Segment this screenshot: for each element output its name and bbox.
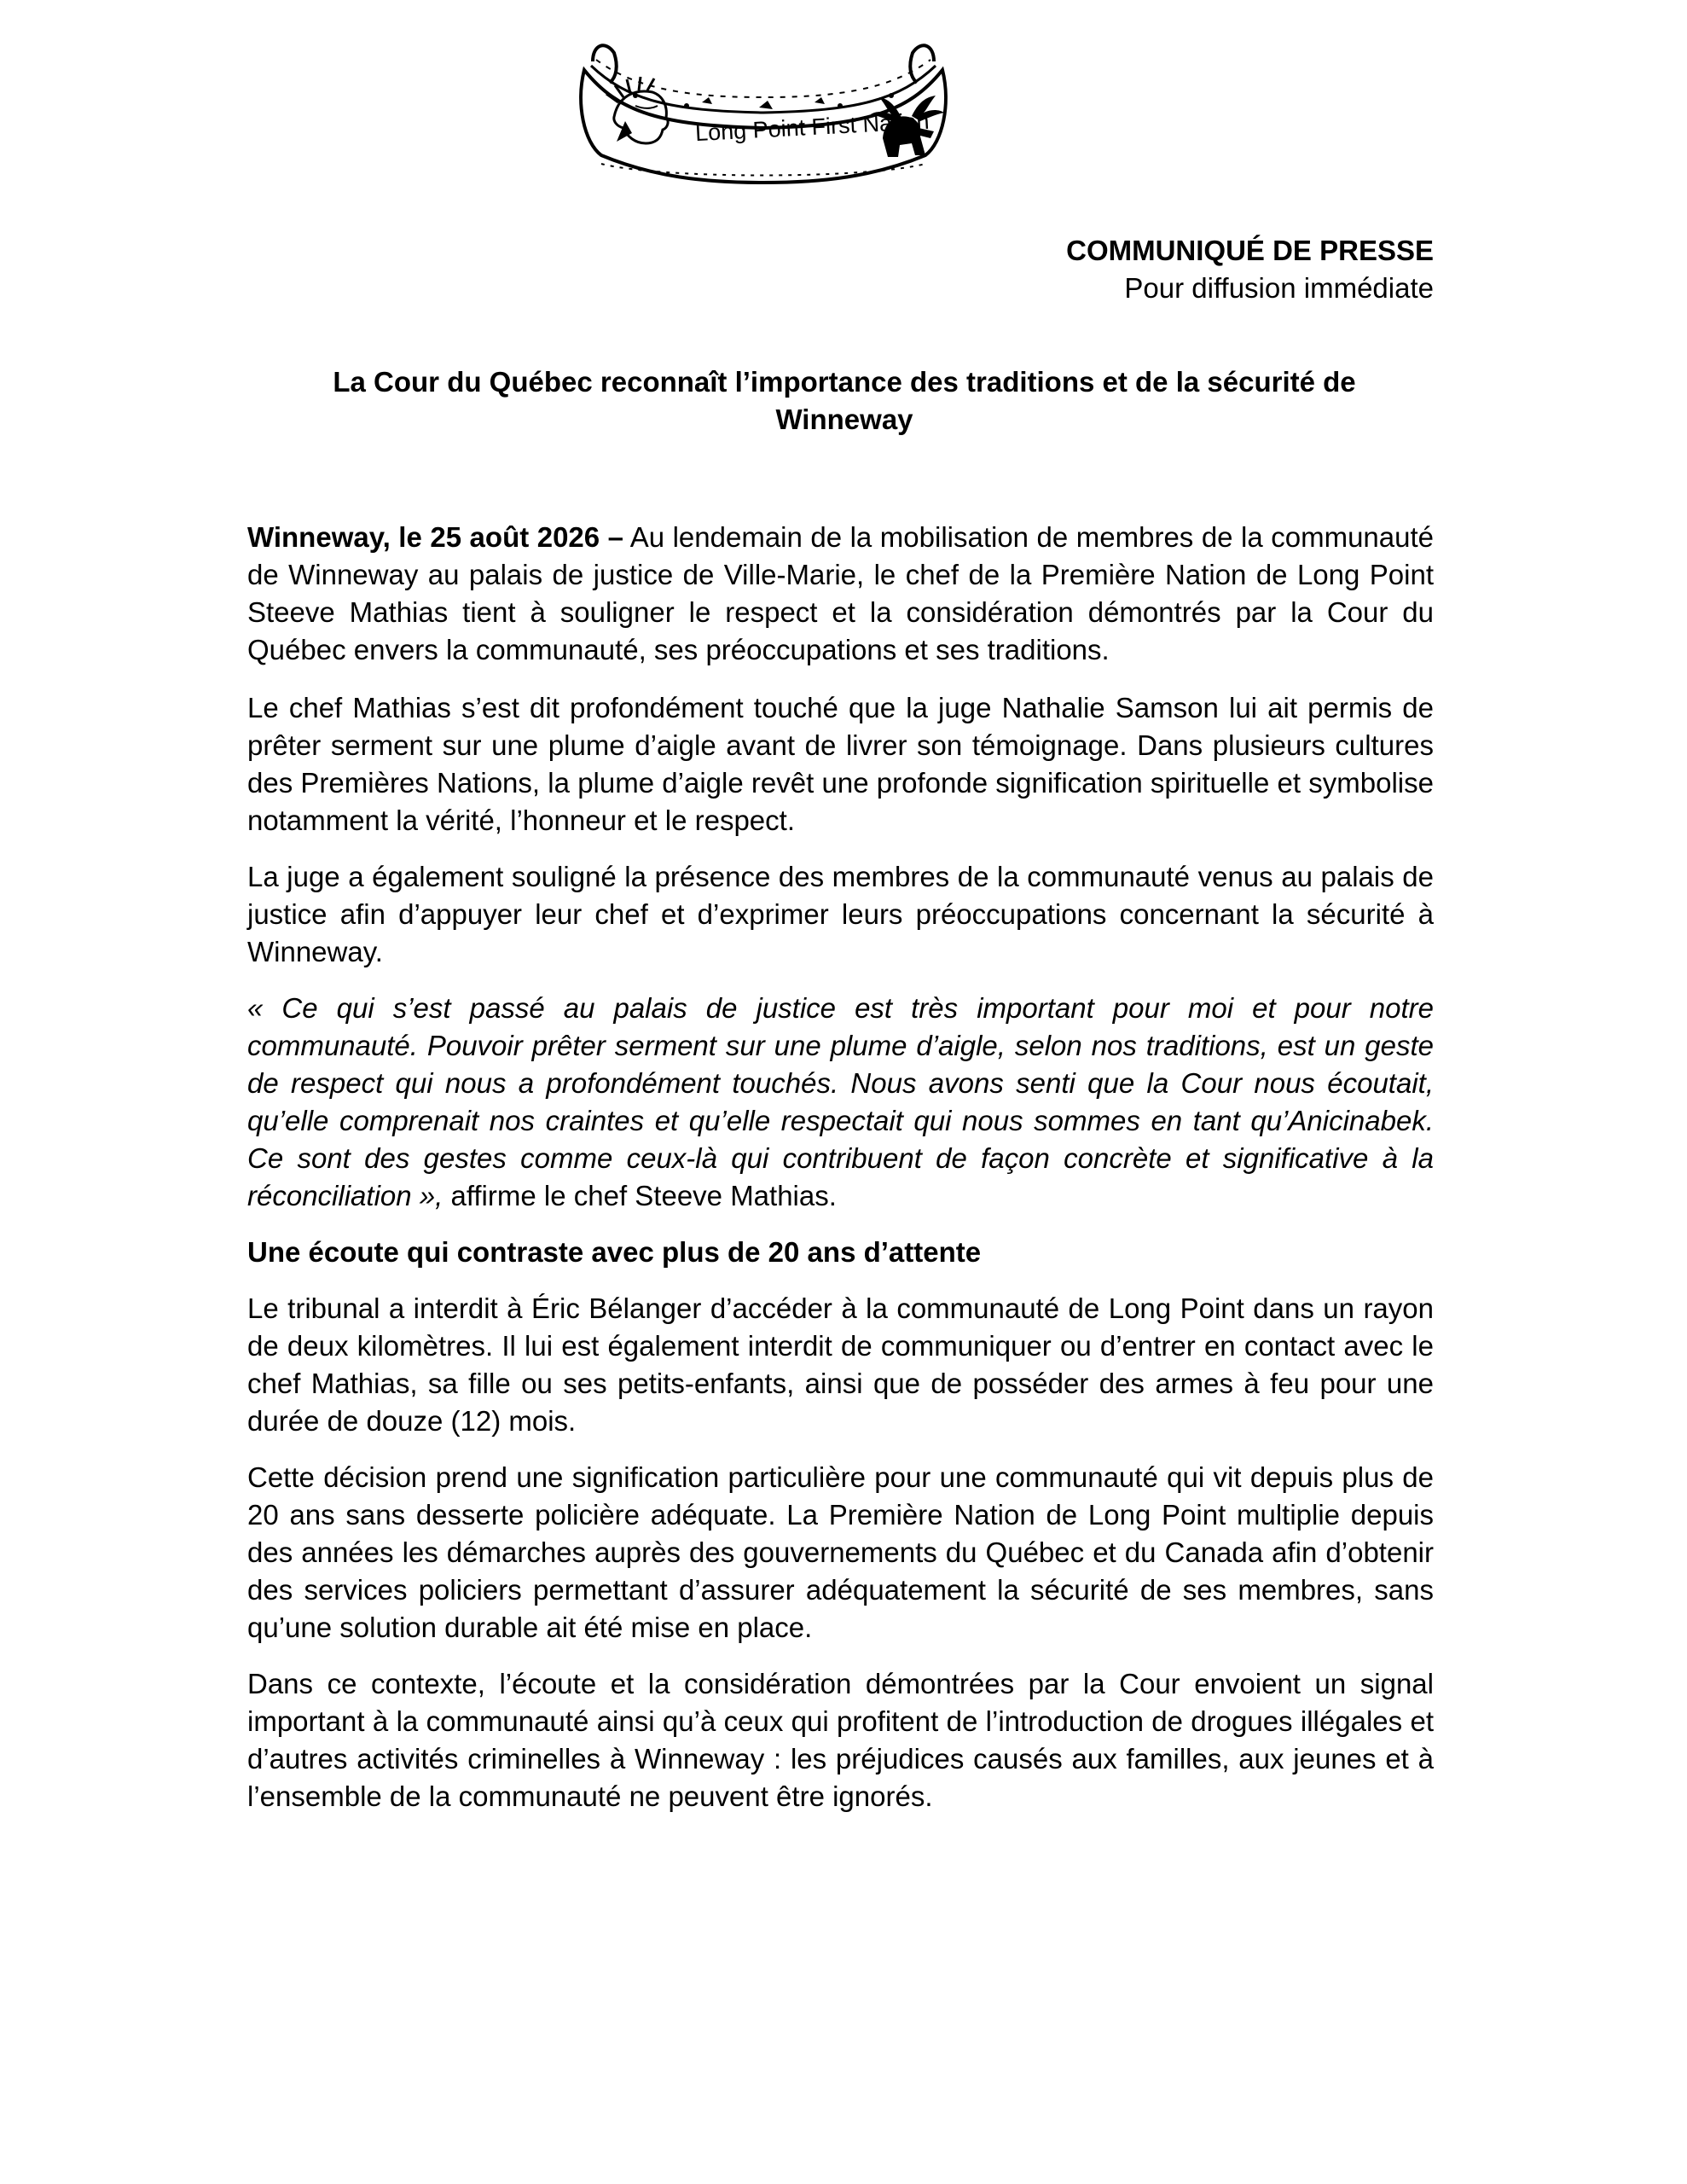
logo-text: Long Point First Nation bbox=[694, 107, 930, 147]
paragraph: Le chef Mathias s’est dit profondément touché que la juge Nathalie Samson lui ait permis de prêter serment sur une plume d’aigle avant de livrer son témoignage. Dans plusieurs cultures des Premières Nations, la plume d’aigle revêt une profonde signification spirituelle et symbolise notamment la vérité, l’honneur et le respect. bbox=[247, 692, 1434, 836]
paragraph: Le tribunal a interdit à Éric Bélanger d’accéder à la communauté de Long Point dans un rayon de deux kilomètres. Il lui est également interdit de communiquer ou d’entrer en contact avec le chef Mathias, sa fille ou ses petits-enfants, ainsi que de posséder des armes à feu pour une durée de douze (12) mois. bbox=[247, 1292, 1434, 1437]
release-type: COMMUNIQUÉ DE PRESSE bbox=[1066, 235, 1434, 266]
organization-logo bbox=[567, 36, 959, 185]
press-release-header bbox=[1066, 232, 1434, 307]
paragraph: La juge a également souligné la présence des membres de la communauté venus au palais de justice afin d’appuyer leur chef et d’exprimer leurs préoccupations concernant la sécurité à Winneway. bbox=[247, 861, 1434, 967]
document-body bbox=[247, 519, 1434, 1834]
title-line-1: La Cour du Québec reconnaît l’importance des traditions et de la sécurité de bbox=[333, 366, 1356, 398]
paragraph: Dans ce contexte, l’écoute et la considération démontrées par la Cour envoient un signal important à la communauté ainsi qu’à ceux qui profitent de l’introduction de drogues illégales et d’autres activités criminelles à Winneway : les préjudices causés aux familles, aux jeunes et à l’ensemble de la communauté ne peuvent être ignorés. bbox=[247, 1668, 1434, 1812]
section-subheading: Une écoute qui contraste avec plus de 20 ans d’attente bbox=[247, 1236, 982, 1268]
title-line-2: Winneway bbox=[775, 404, 913, 435]
release-timing: Pour diffusion immédiate bbox=[1124, 272, 1434, 304]
quote-text: « Ce qui s’est passé au palais de justice est très important pour moi et pour notre communauté. Pouvoir prêter serment sur une plume d’aigle, selon nos traditions, est un geste de respect qui nous a profondément touchés. Nous avons senti que la Cour nous écoutait, qu’elle comprenait nos craintes et qu’elle respectait qui nous sommes en tant qu’Anicinabek. Ce sont des gestes comme ceux-là qui contribuent de façon concrète et significative à la réconciliation », bbox=[247, 992, 1434, 1211]
paragraph-lead-text: Au lendemain de la mobilisation de membres de la communauté de Winneway au palais de justice de Ville-Marie, le chef de la Première Nation de Long Point Steeve Mathias tient à souligner le respect et la considération démontrés par la Cour du Québec envers la communauté, ses préoccupations et ses traditions. bbox=[247, 521, 1435, 665]
paragraph-lead bbox=[247, 519, 1434, 669]
document-title bbox=[247, 363, 1441, 439]
dateline: Winneway, le 25 août 2026 – bbox=[247, 521, 624, 553]
paragraph: Cette décision prend une signification particulière pour une communauté qui vit depuis plus de 20 ans sans desserte policière adéquate. La Première Nation de Long Point multiplie depuis des années les démarches auprès des gouvernements du Québec et du Canada afin d’obtenir des services policiers permettant d’assurer adéquatement la sécurité de ses membres, sans qu’une solution durable ait été mise en place. bbox=[247, 1461, 1434, 1643]
quote-attribution: affirme le chef Steeve Mathias. bbox=[443, 1180, 837, 1211]
quote-paragraph bbox=[247, 990, 1434, 1215]
